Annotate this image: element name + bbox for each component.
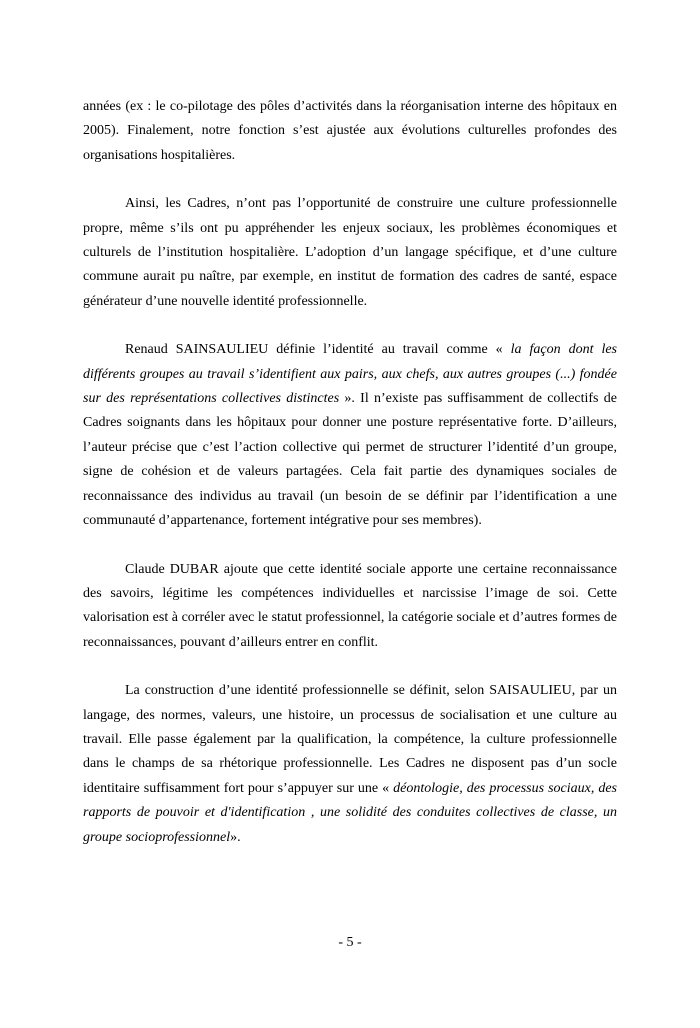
sainsaulieu-quote: la façon dont les différents groupes au travail s’identifient aux pairs, aux chefs, aux autres groupes (...) fondée sur des représentations collectives distinctes (83, 342, 617, 407)
paragraph-1: années (ex : le co-pilotage des pôles d’activités dans la réorganisation interne des hôpitaux en 2005). Finalement, notre fonction s’est ajustée aux évolutions culturelles profondes des organisations hospitalières. (83, 99, 617, 163)
paragraph-2: Ainsi, les Cadres, n’ont pas l’opportunité de construire une culture professionnelle propre, même s’ils ont pu appréhender les enjeux sociaux, les problèmes économiques et culturels de l’institution hospitalière. L’adoption d’un langage spécifique, et d’une culture commune aurait pu naître, par exemple, en institut de formation des cadres de santé, espace générateur d’une nouvelle identité professionnelle. (83, 196, 617, 309)
paragraph-5 (83, 679, 617, 850)
paragraph-3-intro: Renaud SAINSAULIEU définie l’identité au travail comme « (125, 342, 511, 358)
paragraph-4: Claude DUBAR ajoute que cette identité sociale apporte une certaine reconnaissance des savoirs, légitime les compétences individuelles et narcissise l’image de soi. Cette valorisation est à corréler avec le statut professionnel, la catégorie sociale et d’autres formes de reconnaissances, pouvant d’ailleurs entrer en conflit. (83, 561, 617, 650)
document-body (83, 95, 617, 850)
paragraph-5-end: ». (230, 829, 241, 845)
paragraph-3-rest: ». Il n’existe pas suffisamment de collectifs de Cadres soignants dans les hôpitaux pour donner une posture représentative forte. D’ailleurs, l’auteur précise que c’est l’action collective qui permet de structurer l’identité d’un groupe, signe de cohésion et de valeurs partagées. Cela fait partie des dynamiques sociales de reconnaissance des individus au travail (un besoin de se définir par l’identification a une communauté d’appartenance, fortement intégrative pour ses membres). (83, 391, 617, 529)
paragraph-3 (83, 338, 617, 533)
deontologie-quote: déontologie, des processus sociaux, des rapports de pouvoir et d'identification , une solidité des conduites collectives de classe, un groupe socioprofessionnel (83, 780, 617, 845)
paragraph-5-intro: La construction d’une identité professionnelle se définit, selon SAISAULIEU, par un langage, des normes, valeurs, une histoire, un processus de socialisation et une culture au travail. Elle passe également par la qualification, la compétence, la culture professionnelle dans le champs de sa rhétorique professionnelle. Les Cadres ne disposent pas d’un socle identitaire suffisamment fort pour s’appuyer sur une « (83, 683, 617, 796)
page-number: - 5 - (338, 935, 362, 950)
